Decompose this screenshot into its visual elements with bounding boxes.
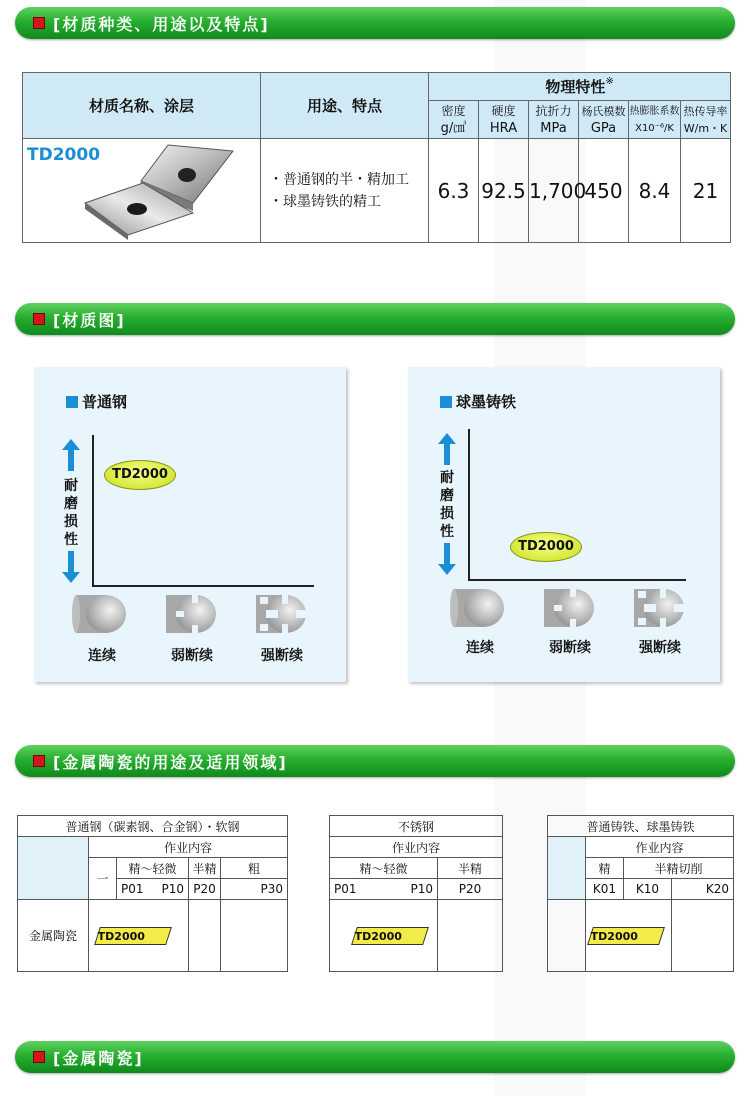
header-expansion — [629, 101, 681, 139]
label-weak-interrupted: 弱断续 — [549, 640, 591, 656]
sub-name: 热传导率 — [683, 104, 728, 118]
section-title: [材质种类、用途以及特点] — [53, 15, 270, 34]
header-density — [429, 101, 479, 139]
value-density: 6.3 — [429, 139, 479, 243]
sub-unit: W/m・K — [683, 121, 728, 135]
y-axis-label — [438, 469, 456, 541]
grade-range-cell — [117, 879, 189, 900]
table-title: 不锈钢 — [330, 816, 503, 837]
section-title: [材质图] — [53, 311, 126, 330]
marker-text: TD2000 — [97, 929, 145, 943]
value-hardness: 92.5 — [479, 139, 529, 243]
marker-cell — [89, 900, 189, 972]
material-name: TD2000 — [27, 145, 101, 165]
y-label-char: 损 — [64, 514, 78, 530]
y-label-char: 性 — [64, 532, 78, 548]
marker-cell — [586, 900, 672, 972]
header-physical — [429, 73, 731, 101]
sub-unit: MPa — [540, 120, 567, 136]
y-label-char: 性 — [440, 524, 454, 540]
grade-k01: K01 — [586, 879, 624, 900]
chart-title — [440, 391, 516, 412]
header-conductivity — [681, 101, 731, 139]
strong-interrupted-workpiece-icon — [630, 583, 690, 633]
red-square-icon — [33, 313, 45, 325]
chart-title — [66, 391, 127, 412]
chart-title-text: 普通钢 — [82, 393, 128, 411]
work-content-header: 作业内容 — [89, 837, 288, 858]
chart-panel-steel — [34, 367, 346, 682]
table-title: 普通钢（碳素钢、合金钢）・软钢 — [18, 816, 288, 837]
y-axis — [468, 429, 470, 581]
chart-panel-ductile-iron — [408, 367, 720, 682]
material-spec-table — [22, 72, 731, 243]
value-strength: 1,700 — [529, 139, 579, 243]
grade-p20: P20 — [189, 879, 221, 900]
y-axis — [92, 435, 94, 587]
semi-header: 半精 — [189, 858, 221, 879]
y-label-char: 损 — [440, 506, 454, 522]
value-expansion: 8.4 — [629, 139, 681, 243]
sub-name: 热膨胀系数 — [629, 105, 680, 117]
y-label-char: 耐 — [64, 478, 78, 494]
rough-header: 粗 — [221, 858, 288, 879]
grade-p30-text: P30 — [260, 882, 284, 896]
empty-cell — [438, 900, 503, 972]
fine-header: 精 — [586, 858, 624, 879]
empty-cell — [189, 900, 221, 972]
arrow-down-icon — [62, 551, 80, 583]
material-cell — [23, 139, 261, 243]
header-material: 材质名称、涂层 — [23, 73, 261, 139]
label-continuous: 连续 — [466, 640, 494, 656]
section-header-material-types — [15, 7, 735, 39]
section-header-cermet — [15, 1041, 735, 1073]
marker-text: TD2000 — [354, 929, 402, 943]
td2000-range-marker — [351, 927, 429, 945]
footnote-mark: ※ — [605, 76, 614, 87]
physical-label: 物理特性 — [545, 78, 606, 96]
blue-square-icon — [66, 396, 78, 408]
empty-cell — [221, 900, 288, 972]
arrow-down-icon — [438, 543, 456, 575]
grade-p10: P10 — [161, 882, 184, 896]
application-table-steel — [17, 815, 288, 972]
blank-cell — [548, 837, 586, 900]
td2000-range-marker — [587, 927, 665, 945]
application-table-stainless — [329, 815, 503, 972]
sub-name: 抗折力 — [535, 103, 572, 118]
td2000-marker: TD2000 — [510, 532, 582, 562]
table-title: 普通铸铁、球墨铸铁 — [548, 816, 734, 837]
header-usage: 用途、特点 — [261, 73, 429, 139]
insert-image — [73, 141, 243, 241]
empty-cell — [548, 900, 586, 972]
usage-cell — [261, 139, 429, 243]
header-strength — [529, 101, 579, 139]
section-title: [金属陶瓷的用途及适用领域] — [53, 753, 288, 772]
chart-title-text: 球墨铸铁 — [456, 393, 517, 411]
td2000-range-marker — [94, 927, 172, 945]
continuous-workpiece-icon — [72, 589, 132, 639]
fine-header: 精～轻微 — [330, 858, 438, 879]
dash-cell: 一 — [89, 858, 117, 900]
marker-text: TD2000 — [590, 929, 638, 943]
semi-header: 半精切削 — [624, 858, 734, 879]
row-label-cermet: 金属陶瓷 — [18, 900, 89, 972]
section-header-material-chart — [15, 303, 735, 335]
work-content-header: 作业内容 — [330, 837, 503, 858]
label-strong-interrupted: 强断续 — [261, 648, 303, 664]
weak-interrupted-workpiece-icon — [162, 589, 222, 639]
sub-unit: g/㎤ — [440, 120, 467, 136]
red-square-icon — [33, 1051, 45, 1063]
value-conductivity: 21 — [681, 139, 731, 243]
grade-k20-text: K20 — [705, 882, 730, 896]
td2000-marker: TD2000 — [104, 460, 176, 490]
blank-cell — [18, 837, 89, 900]
application-table-cast-iron — [547, 815, 734, 972]
grade-p10: P10 — [410, 882, 433, 896]
grade-k10: K10 — [624, 879, 672, 900]
continuous-workpiece-icon — [450, 583, 510, 633]
section-title: [金属陶瓷] — [53, 1049, 144, 1068]
sub-name: 杨氏模数 — [581, 104, 626, 118]
red-square-icon — [33, 17, 45, 29]
usage-line-1: ・普通钢的半・精加工 — [269, 171, 409, 188]
grade-p01: P01 — [334, 882, 357, 896]
arrow-up-icon — [438, 433, 456, 465]
y-label-char: 磨 — [440, 488, 454, 504]
strong-interrupted-workpiece-icon — [252, 589, 312, 639]
sub-unit: HRA — [489, 120, 518, 136]
label-weak-interrupted: 弱断续 — [171, 648, 213, 664]
y-label-char: 耐 — [440, 470, 454, 486]
grade-k20 — [672, 879, 734, 900]
fine-header: 精～轻微 — [117, 858, 189, 879]
sub-unit: GPa — [590, 120, 617, 136]
work-content-header: 作业内容 — [586, 837, 734, 858]
sub-name: 硬度 — [491, 103, 516, 118]
section-header-cermet-application — [15, 745, 735, 777]
x-axis — [92, 585, 314, 587]
usage-line-2: ・球墨铸铁的精工 — [269, 193, 381, 210]
grade-p01: P01 — [121, 882, 144, 896]
arrow-up-icon — [62, 439, 80, 471]
grade-p30 — [221, 879, 288, 900]
x-axis — [468, 579, 686, 581]
marker-cell — [330, 900, 438, 972]
y-axis-label — [62, 477, 80, 549]
semi-header: 半精 — [438, 858, 503, 879]
value-young: 450 — [579, 139, 629, 243]
weak-interrupted-workpiece-icon — [540, 583, 600, 633]
sub-name: 密度 — [441, 103, 466, 118]
empty-cell — [672, 900, 734, 972]
label-strong-interrupted: 强断续 — [639, 640, 681, 656]
header-young — [579, 101, 629, 139]
sub-unit: X10⁻⁶/K — [635, 122, 674, 134]
grade-range-cell — [330, 879, 438, 900]
grade-p20: P20 — [438, 879, 503, 900]
y-label-char: 磨 — [64, 496, 78, 512]
blue-square-icon — [440, 396, 452, 408]
label-continuous: 连续 — [88, 648, 116, 664]
red-square-icon — [33, 755, 45, 767]
header-hardness — [479, 101, 529, 139]
